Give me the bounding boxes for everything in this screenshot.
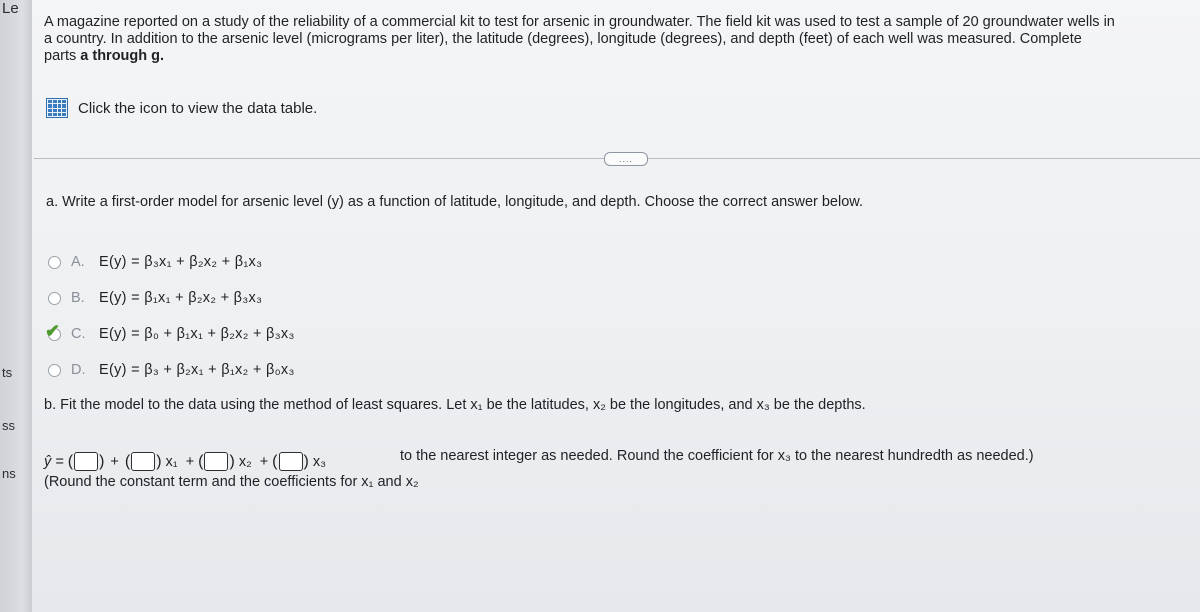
table-grid-icon[interactable] — [46, 98, 68, 118]
option-a-letter: A. — [71, 254, 85, 270]
question-intro — [44, 14, 1184, 65]
option-d-text: E(y) = β₃ + β₂x₁ + β₁x₂ + β₀x₃ — [99, 362, 295, 378]
constant-input[interactable] — [74, 452, 98, 471]
x1-coefficient-input[interactable] — [131, 452, 155, 471]
plus-sign-2: + — [185, 453, 195, 470]
part-b-prompt: b. Fit the model to the data using the method of least squares. Let x₁ be the latitudes, x₂ be the longitudes, and x₃ be the depths. — [44, 397, 866, 413]
regression-formula: ŷ = ( ) + ( ) x₁ + ( ) x₂ + ( ) x₃ — [44, 452, 326, 470]
option-b-text: E(y) = β₁x₁ + β₂x₂ + β₃x₃ — [99, 290, 263, 306]
option-a[interactable] — [48, 244, 295, 280]
option-d-radio[interactable] — [48, 364, 61, 377]
option-a-text: E(y) = β₃x₁ + β₂x₂ + β₁x₃ — [99, 254, 263, 270]
sidebar-fragment-2[interactable]: ts — [2, 365, 13, 380]
left-sidebar-strip — [0, 0, 33, 612]
option-d-letter: D. — [71, 362, 86, 378]
option-b[interactable] — [48, 280, 295, 316]
sidebar-fragment-4[interactable]: ns — [2, 466, 16, 481]
option-c-letter: C. — [71, 326, 86, 342]
option-a-radio[interactable] — [48, 256, 61, 269]
part-a-prompt: a. Write a first-order model for arsenic level (y) as a function of latitude, longitude, and depth. Choose the correct answer below. — [46, 194, 863, 210]
sidebar-fragment-3[interactable]: ss — [2, 418, 15, 433]
intro-line-3-prefix: parts — [44, 48, 77, 64]
intro-line-3 — [44, 48, 1184, 65]
x3-coefficient-input[interactable] — [279, 452, 303, 471]
rounding-instruction: (Round the constant term and the coefficients for x₁ and x₂ — [44, 474, 419, 490]
view-data-table-link[interactable] — [46, 98, 317, 118]
sidebar-fragment-1: Le — [2, 0, 19, 17]
view-data-table-label[interactable]: Click the icon to view the data table. — [78, 99, 318, 117]
question-panel — [32, 0, 1200, 612]
plus-sign-1: + — [110, 453, 119, 470]
option-c[interactable] — [45, 316, 295, 352]
x2-coefficient-input[interactable] — [204, 452, 228, 471]
x2-label: x₂ — [238, 453, 252, 470]
option-b-letter: B. — [71, 290, 85, 306]
x1-label: x₁ — [165, 453, 178, 470]
part-a-options — [45, 244, 295, 388]
formula-lhs: ŷ = — [44, 453, 64, 470]
option-c-text: E(y) = β₀ + β₁x₁ + β₂x₂ + β₃x₃ — [99, 326, 295, 342]
rounding-instruction-inline: to the nearest integer as needed. Round the coefficient for x₃ to the nearest hundredth as needed.) — [400, 448, 1034, 464]
option-d[interactable] — [48, 352, 295, 388]
intro-line-2: a country. In addition to the arsenic level (micrograms per liter), the latitude (degrees), longitude (degrees), and depth (feet) of each well was measured. Complete — [44, 31, 1082, 47]
checkmark-icon: ✔ — [45, 321, 61, 341]
more-options-button[interactable]: .... — [604, 152, 648, 166]
x3-label: x₃ — [312, 453, 326, 470]
option-b-radio[interactable] — [48, 292, 61, 305]
intro-line-3-bold: a through g. — [80, 48, 165, 64]
intro-line-1: A magazine reported on a study of the reliability of a commercial kit to test for arsenic in groundwater. The field kit was used to test a sample of 20 groundwater wells in — [44, 14, 1115, 30]
plus-sign-3: + — [259, 453, 269, 470]
